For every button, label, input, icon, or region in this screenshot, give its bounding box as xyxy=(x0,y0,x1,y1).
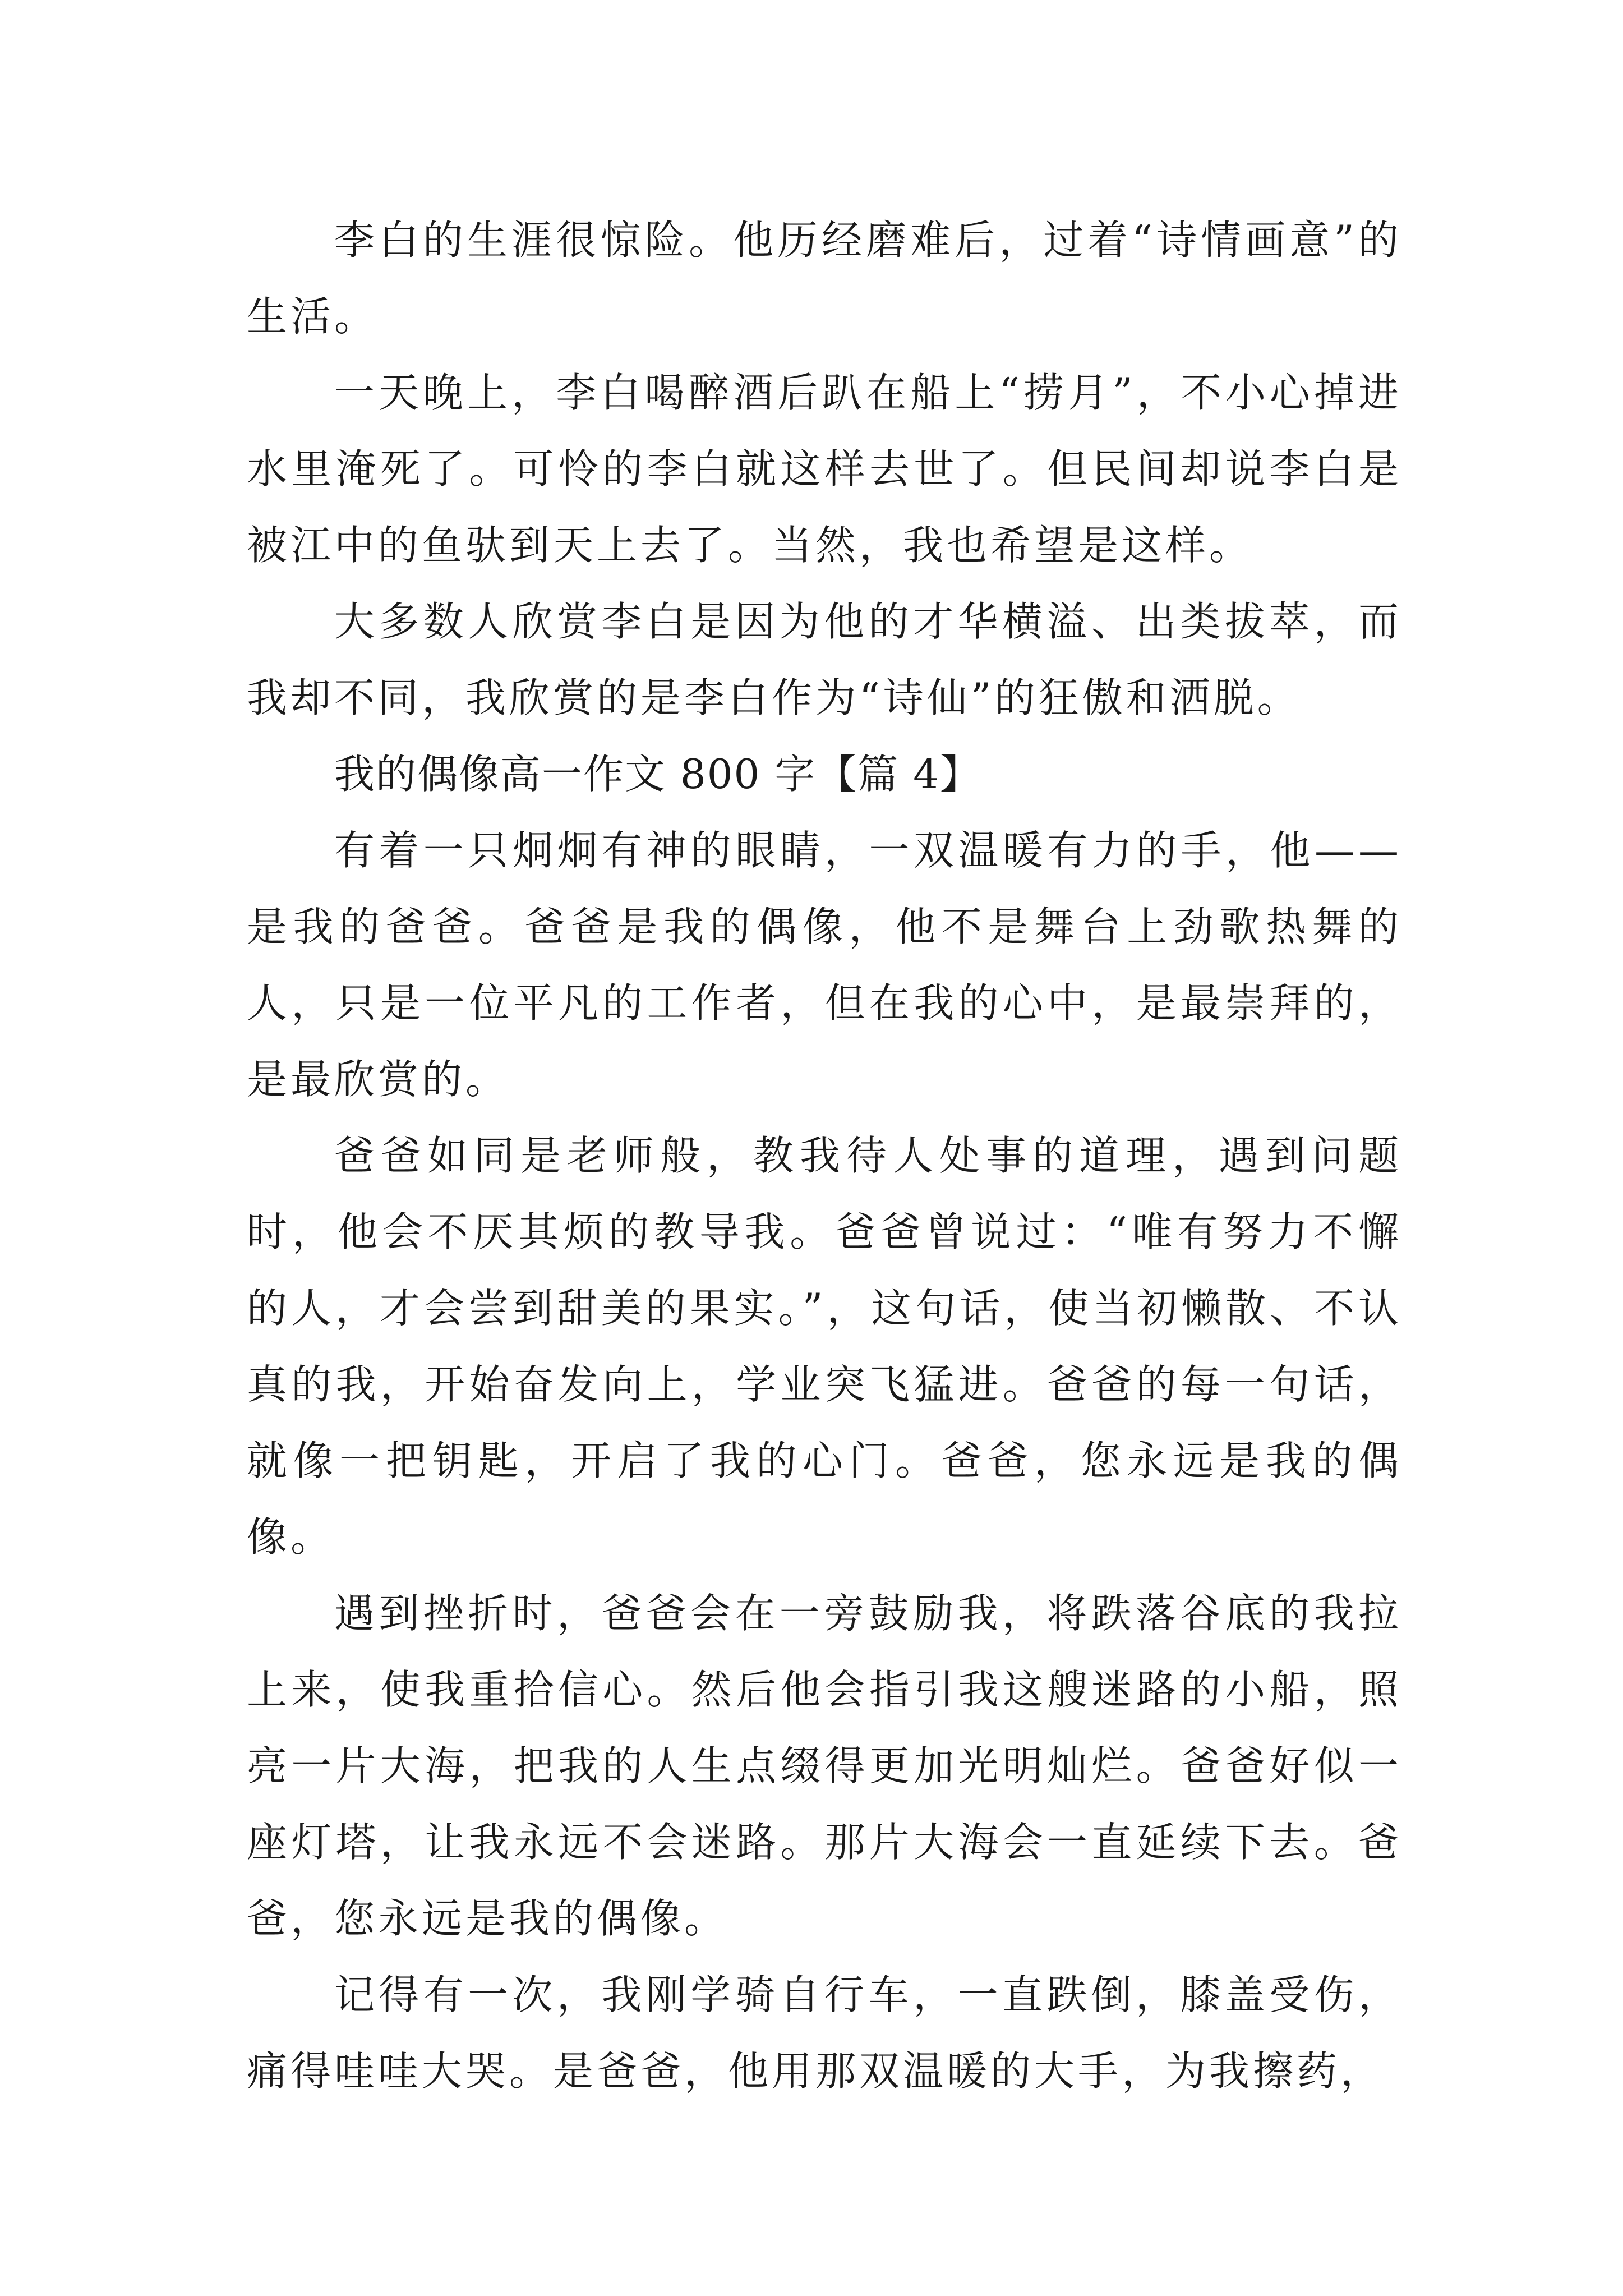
paragraph-father-intro: 有着一只炯炯有神的眼睛，一双温暖有力的手，他——是我的爸爸。爸爸是我的偶像，他不是舞台上劲歌热舞的人，只是一位平凡的工作者，但在我的心中，是最崇拜的，是最欣赏的。 xyxy=(247,827,1402,1103)
paragraph-li-bai-moon: 一天晚上，李白喝醉酒后趴在船上“捞月”，不小心掉进水里淹死了。可怜的李白就这样去世了。但民间却说李白是被江中的鱼驮到天上去了。当然，我也希望是这样。 xyxy=(247,369,1402,569)
paragraph-father-bicycle: 记得有一次，我刚学骑自行车，一直跌倒，膝盖受伤，痛得哇哇大哭。是爸爸，他用那双温暖的大手，为我擦药， xyxy=(247,1971,1402,2095)
paragraph-li-bai-life: 李白的生涯很惊险。他历经磨难后，过着“诗情画意”的生活。 xyxy=(247,217,1402,340)
section-heading: 我的偶像高一作文 800 字【篇 4】 xyxy=(334,751,981,798)
paragraph-father-teacher: 爸爸如同是老师般，教我待人处事的道理，遇到问题时，他会不厌其烦的教导我。爸爸曾说过：“唯有努力不懈的人，才会尝到甜美的果实。”，这句话，使当初懒散、不认真的我，开始奋发向上，学业突飞猛进。爸爸的每一句话，就像一把钥匙，开启了我的心门。爸爸，您永远是我的偶像。 xyxy=(247,1132,1402,1561)
document-body xyxy=(247,202,1402,2109)
paragraph-li-bai-admire: 大多数人欣赏李白是因为他的才华横溢、出类拔萃，而我却不同，我欣赏的是李白作为“诗仙”的狂傲和洒脱。 xyxy=(247,598,1402,721)
paragraph-father-lighthouse: 遇到挫折时，爸爸会在一旁鼓励我，将跌落谷底的我拉上来，使我重拾信心。然后他会指引我这艘迷路的小船，照亮一片大海，把我的人生点缀得更加光明灿烂。爸爸好似一座灯塔，让我永远不会迷路。那片大海会一直延续下去。爸爸，您永远是我的偶像。 xyxy=(247,1590,1402,1942)
